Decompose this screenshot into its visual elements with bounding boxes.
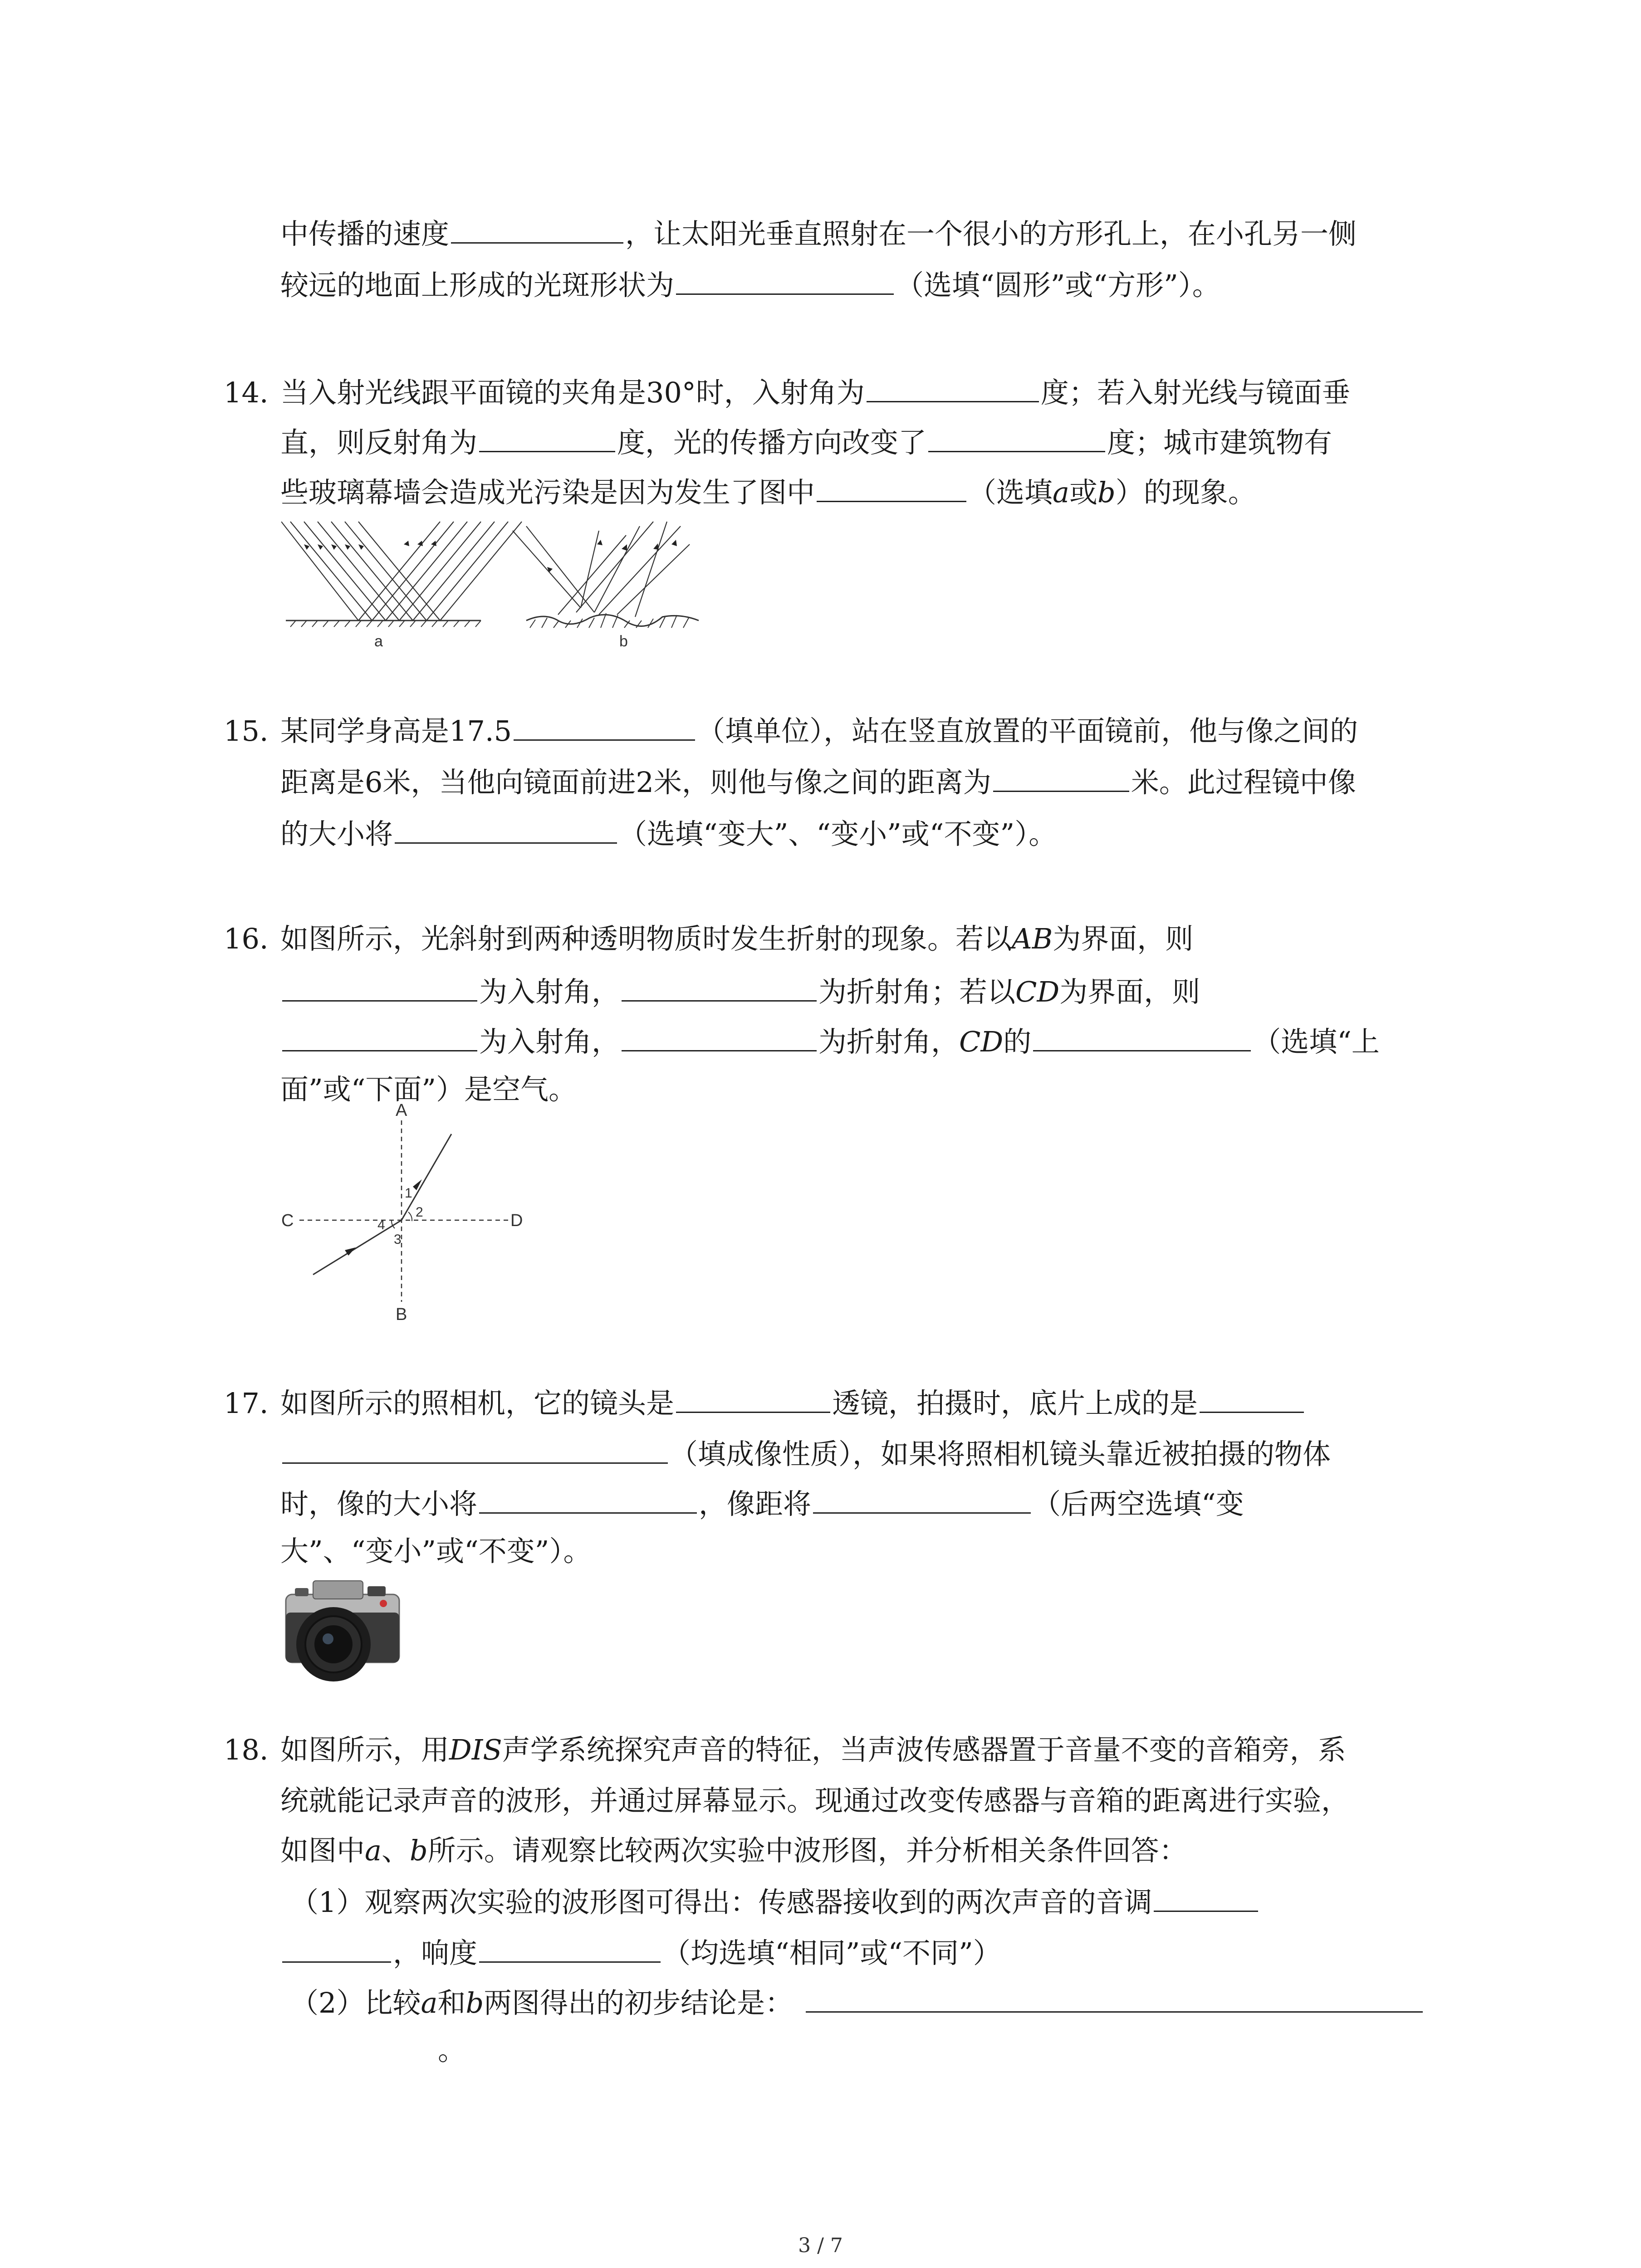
- text: （均选填“相同”或“不同”）: [662, 1936, 1001, 1970]
- answer-blank[interactable]: [282, 1022, 477, 1051]
- text: 如图所示的照相机，它的镜头是: [280, 1387, 675, 1420]
- text: 为入射角，: [479, 1025, 620, 1058]
- q18-line-3: [280, 1833, 1187, 1869]
- q18-part2-line-1: [290, 1983, 1425, 2021]
- text: 声学系统探究声音的特征，当声波传感器置于音量不变的音箱旁，系: [502, 1733, 1346, 1766]
- text: 度，光的传播方向改变了: [617, 426, 927, 459]
- text: （选填: [968, 476, 1053, 509]
- question-number: 15.: [224, 714, 269, 748]
- text: 如图所示，用: [280, 1733, 450, 1766]
- q17-line-1: [224, 1383, 1306, 1422]
- text: 直，则反射角为: [280, 426, 478, 459]
- angle-1: 1: [405, 1186, 412, 1201]
- camera-image: [281, 1576, 404, 1685]
- answer-blank[interactable]: [867, 373, 1039, 402]
- question-number: 16.: [224, 922, 269, 955]
- label-a: A: [396, 1101, 407, 1120]
- text: 度；城市建筑物有: [1107, 426, 1332, 459]
- q18-part2-line-2: [438, 2032, 466, 2068]
- variable-a: a: [1053, 476, 1069, 509]
- text: 为折射角，: [818, 1025, 960, 1058]
- answer-blank[interactable]: [813, 1484, 1031, 1514]
- text: 距离是6米，当他向镜面前进2米，则他与像之间的距离为: [280, 766, 991, 799]
- text: 透镜，拍摄时，底片上成的是: [832, 1387, 1198, 1420]
- angle-3: 3: [394, 1232, 402, 1247]
- specular-reflection-diagram: [281, 522, 522, 627]
- q17-line-2: [280, 1434, 1331, 1472]
- text: ，让太阳光垂直照射在一个很小的方形孔上，在小孔另一侧: [625, 217, 1357, 250]
- answer-blank[interactable]: [622, 1022, 817, 1051]
- q17-line-4: [280, 1533, 591, 1569]
- text: 为界面，则: [1053, 922, 1194, 955]
- figure-label-b: b: [619, 633, 628, 650]
- answer-blank[interactable]: [282, 972, 477, 1002]
- q15-line-1: [224, 711, 1358, 749]
- text: ，响度: [393, 1936, 478, 1970]
- answer-blank[interactable]: [395, 814, 617, 844]
- text: 如图所示，光斜射到两种透明物质时发生折射的现象。若以: [280, 922, 1012, 955]
- text: （填单位），站在竖直放置的平面镜前，他与像之间的: [697, 714, 1358, 748]
- answer-blank[interactable]: [282, 1933, 391, 1963]
- answer-blank[interactable]: [451, 214, 623, 244]
- q16-line-2: [280, 972, 1200, 1010]
- q16-line-1: [224, 921, 1193, 957]
- text: （选填“上: [1253, 1025, 1380, 1058]
- text: 大”、“变小”或“不变”）。: [280, 1535, 592, 1568]
- answer-blank[interactable]: [676, 265, 894, 295]
- figure-label-a: a: [374, 633, 383, 650]
- text: 的大小将: [280, 817, 393, 850]
- question-number: 14.: [224, 376, 269, 409]
- refracted-ray: [402, 1134, 451, 1220]
- text: 所示。请观察比较两次实验中波形图，并分析相关条件回答：: [427, 1834, 1187, 1867]
- diffuse-reflection-diagram: [513, 522, 699, 628]
- q15-line-3: [280, 814, 1057, 852]
- q18-line-1: [224, 1732, 1346, 1768]
- answer-blank[interactable]: [806, 1983, 1423, 2013]
- variable-a: a: [365, 1834, 382, 1867]
- q14-line-2: [280, 423, 1332, 461]
- text: （后两空选填“变: [1033, 1487, 1244, 1520]
- variable-a: a: [421, 1986, 438, 2019]
- interface-ab: AB: [1012, 922, 1053, 955]
- answer-blank[interactable]: [1200, 1383, 1304, 1413]
- interface-cd: CD: [1015, 975, 1060, 1008]
- q18-part1-line-2: [280, 1933, 1001, 1971]
- text: 较远的地面上形成的光斑形状为: [280, 269, 675, 302]
- text: 中传播的速度: [280, 217, 450, 250]
- answer-blank[interactable]: [1033, 1022, 1251, 1051]
- q16-line-3: [280, 1022, 1380, 1060]
- label-b: B: [396, 1305, 407, 1324]
- text: ）的现象。: [1115, 476, 1256, 509]
- interface-cd: CD: [959, 1025, 1004, 1058]
- page-number: 3 / 7: [798, 2234, 843, 2257]
- variable-b: b: [410, 1834, 428, 1867]
- text: 米。此过程镜中像: [1131, 766, 1356, 799]
- text: ，像距将: [699, 1487, 812, 1520]
- text: 或: [1069, 476, 1098, 509]
- text: （选填“圆形”或“方形”）。: [896, 269, 1220, 302]
- text: 统就能记录声音的波形，并通过屏幕显示。现通过改变传感器与音箱的距离进行实验，: [280, 1784, 1350, 1817]
- answer-blank[interactable]: [993, 763, 1129, 792]
- text: （1）观察两次实验的波形图可得出：传感器接收到的两次声音的音调: [290, 1886, 1152, 1919]
- angle-2: 2: [416, 1205, 423, 1220]
- intro-line-2: [280, 265, 1220, 303]
- text: 为界面，则: [1059, 975, 1200, 1008]
- text: 如图中: [280, 1834, 365, 1867]
- text: 当入射光线跟平面镜的夹角是30°时，入射角为: [280, 376, 865, 409]
- text: 面”或“下面”）是空气。: [280, 1073, 577, 1106]
- text: （填成像性质），如果将照相机镜头靠近被拍摄的物体: [670, 1437, 1331, 1471]
- text: 为入射角，: [479, 975, 620, 1008]
- intro-line-1: [280, 214, 1357, 252]
- answer-blank[interactable]: [514, 711, 695, 741]
- q14-line-1: [224, 373, 1350, 411]
- label-c: C: [281, 1211, 294, 1230]
- refraction-figure: [272, 1098, 554, 1325]
- answer-blank[interactable]: [817, 473, 966, 502]
- text: 。: [438, 2033, 466, 2067]
- answer-blank[interactable]: [282, 1434, 668, 1464]
- answer-blank[interactable]: [479, 423, 615, 452]
- variable-b: b: [1097, 476, 1116, 509]
- text: 的: [1003, 1025, 1032, 1058]
- reflection-figure: [281, 517, 740, 653]
- answer-blank[interactable]: [479, 1484, 697, 1514]
- text: 时，像的大小将: [280, 1487, 478, 1520]
- answer-blank[interactable]: [676, 1383, 830, 1413]
- answer-blank[interactable]: [479, 1933, 661, 1963]
- text: （选填“变大”、“变小”或“不变”）。: [619, 817, 1057, 850]
- dis-system: DIS: [449, 1733, 502, 1766]
- question-number: 18.: [224, 1733, 269, 1766]
- text: （2）比较: [290, 1986, 421, 2019]
- q14-line-3: [280, 473, 1256, 511]
- q18-line-2: [280, 1783, 1349, 1819]
- angle-4: 4: [377, 1217, 385, 1232]
- text: 、: [381, 1834, 410, 1867]
- answer-blank[interactable]: [1154, 1882, 1258, 1912]
- label-d: D: [510, 1211, 523, 1230]
- answer-blank[interactable]: [622, 972, 817, 1002]
- text: 和: [437, 1986, 466, 2019]
- text: 度；若入射光线与镜面垂: [1040, 376, 1350, 409]
- incident-ray: [313, 1220, 402, 1275]
- q18-part1-line-1: [290, 1882, 1260, 1921]
- text: 某同学身高是17.5: [280, 714, 512, 748]
- q17-line-3: [280, 1484, 1244, 1522]
- text: 为折射角；若以: [818, 975, 1016, 1008]
- q15-line-2: [280, 763, 1356, 801]
- text: 两图得出的初步结论是：: [484, 1986, 794, 2019]
- variable-b: b: [465, 1986, 484, 2019]
- question-number: 17.: [224, 1387, 269, 1420]
- text: 些玻璃幕墙会造成光污染是因为发生了图中: [280, 476, 815, 509]
- answer-blank[interactable]: [928, 423, 1105, 452]
